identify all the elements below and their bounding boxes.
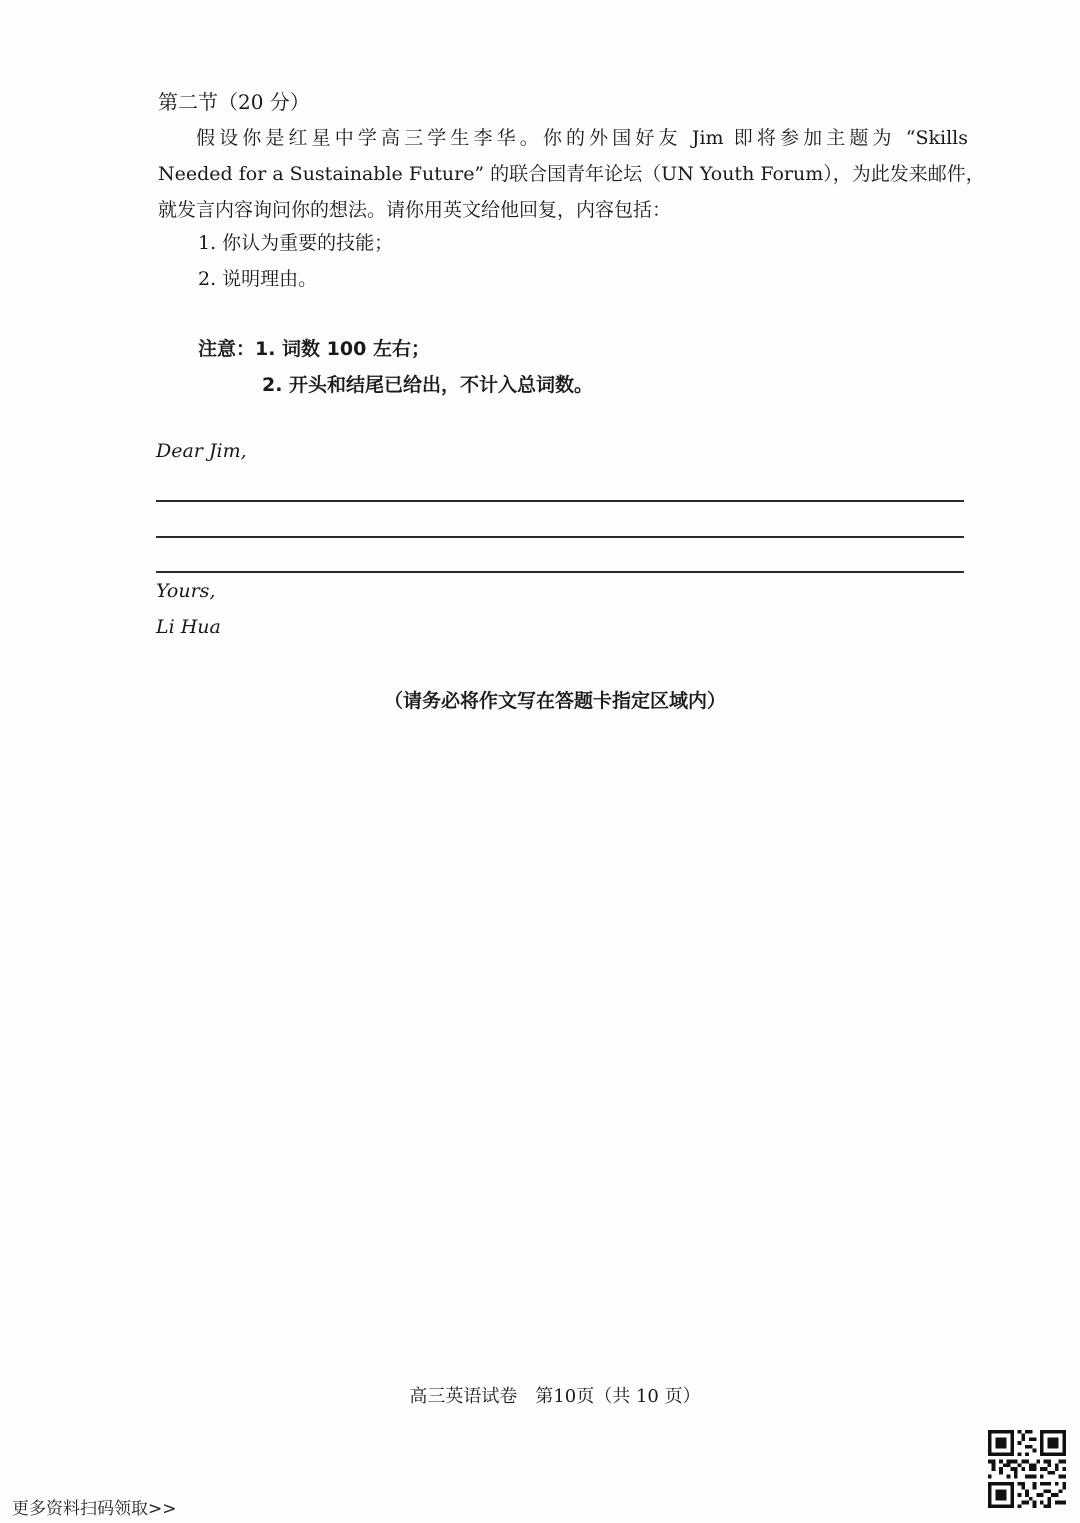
writing-prompt: [158, 120, 985, 228]
letter-salutation: Dear Jim,: [156, 440, 247, 462]
page-footer: 高三英语试卷 第10页（共 10 页）: [409, 1386, 701, 1407]
answer-sheet-instruction: （请务必将作文写在答题卡指定区域内）: [383, 690, 726, 712]
requirement-item-1: 1. 你认为重要的技能；: [198, 232, 394, 254]
qr-code-icon[interactable]: [988, 1430, 1066, 1508]
letter-closing: Yours,: [156, 580, 216, 602]
writing-line: [156, 536, 964, 538]
requirement-item-2: 2. 说明理由。: [198, 268, 318, 290]
note-line-2: 2. 开头和结尾已给出，不计入总词数。: [262, 374, 594, 396]
prompt-line-3: 就发言内容询问你的想法。请你用英文给他回复，内容包括：: [158, 199, 672, 221]
writing-line: [156, 500, 964, 502]
qr-code-label[interactable]: 更多资料扫码领取>>: [12, 1499, 177, 1519]
section-title: 第二节（20 分）: [158, 90, 310, 114]
prompt-line-1: 假设你是红星中学高三学生李华。你的外国好友 Jim 即将参加主题为 “Skills: [196, 127, 968, 149]
note-line-1: 注意：1. 词数 100 左右；: [198, 338, 430, 360]
writing-line: [156, 571, 964, 573]
prompt-line-2: Needed for a Sustainable Future” 的联合国青年论坛（UN Youth Forum），为此发来邮件，: [158, 163, 985, 185]
letter-signature: Li Hua: [156, 616, 221, 638]
